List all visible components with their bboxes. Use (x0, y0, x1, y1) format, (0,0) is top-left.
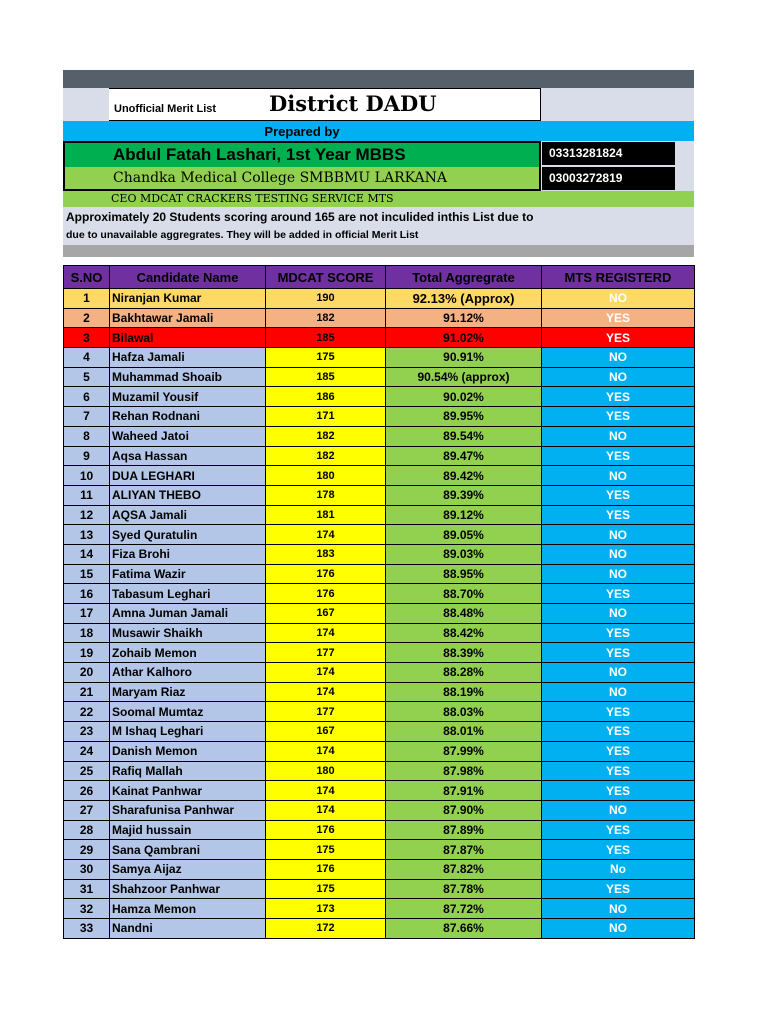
row-aggregate: 87.82% (386, 859, 542, 879)
row-sno: 5 (64, 367, 110, 387)
row-mdcat-score: 176 (266, 820, 386, 840)
row-aggregate: 87.98% (386, 761, 542, 781)
row-sno: 28 (64, 820, 110, 840)
row-sno: 14 (64, 544, 110, 564)
author-name: Abdul Fatah Lashari, 1st Year MBBS (113, 145, 406, 164)
row-sno: 33 (64, 919, 110, 939)
row-candidate-name: Musawir Shaikh (110, 623, 266, 643)
row-sno: 20 (64, 663, 110, 683)
column-header-score: MDCAT SCORE (266, 266, 386, 289)
row-mdcat-score: 175 (266, 879, 386, 899)
table-row (64, 367, 695, 387)
row-mts-registered: YES (542, 741, 695, 761)
row-candidate-name: Hafza Jamali (110, 348, 266, 368)
row-aggregate: 89.03% (386, 544, 542, 564)
table-row (64, 407, 695, 427)
row-candidate-name: Danish Memon (110, 741, 266, 761)
ceo-row (63, 191, 694, 207)
row-mdcat-score: 174 (266, 741, 386, 761)
table-row (64, 899, 695, 919)
row-mdcat-score: 176 (266, 564, 386, 584)
row-sno: 26 (64, 781, 110, 801)
column-header-sno: S.NO (64, 266, 110, 289)
phone-number-2: 03003272819 (542, 167, 675, 190)
phone-number-1: 03313281824 (542, 142, 675, 165)
merit-list-sheet (63, 70, 694, 939)
row-mdcat-score: 174 (266, 623, 386, 643)
row-sno: 27 (64, 800, 110, 820)
row-sno: 8 (64, 426, 110, 446)
row-candidate-name: Hamza Memon (110, 899, 266, 919)
row-sno: 4 (64, 348, 110, 368)
row-aggregate: 88.42% (386, 623, 542, 643)
row-candidate-name: Muhammad Shoaib (110, 367, 266, 387)
merit-table (63, 265, 695, 939)
row-mts-registered: YES (542, 722, 695, 742)
row-mdcat-score: 167 (266, 604, 386, 624)
row-mdcat-score: 176 (266, 584, 386, 604)
row-mdcat-score: 175 (266, 840, 386, 860)
note-line-2: due to unavailable aggregrates. They will be added in official Merit List (66, 229, 419, 241)
row-sno: 30 (64, 859, 110, 879)
table-row (64, 761, 695, 781)
table-row (64, 348, 695, 368)
row-candidate-name: Soomal Mumtaz (110, 702, 266, 722)
row-sno: 18 (64, 623, 110, 643)
table-body (64, 289, 695, 939)
row-mts-registered: NO (542, 663, 695, 683)
table-row (64, 328, 695, 348)
author-box (63, 141, 541, 191)
row-sno: 24 (64, 741, 110, 761)
row-mts-registered: NO (542, 348, 695, 368)
row-aggregate: 87.89% (386, 820, 542, 840)
row-mts-registered: YES (542, 761, 695, 781)
table-row (64, 643, 695, 663)
row-mts-registered: YES (542, 702, 695, 722)
row-aggregate: 92.13% (Approx) (386, 289, 542, 309)
row-sno: 32 (64, 899, 110, 919)
row-candidate-name: ALIYAN THEBO (110, 485, 266, 505)
row-mdcat-score: 175 (266, 348, 386, 368)
row-aggregate: 87.66% (386, 919, 542, 939)
row-mts-registered: YES (542, 505, 695, 525)
title-left-gap (63, 88, 110, 121)
row-aggregate: 89.12% (386, 505, 542, 525)
row-mdcat-score: 174 (266, 682, 386, 702)
row-candidate-name: Tabasum Leghari (110, 584, 266, 604)
row-mts-registered: NO (542, 544, 695, 564)
row-sno: 11 (64, 485, 110, 505)
row-sno: 15 (64, 564, 110, 584)
row-mts-registered: NO (542, 466, 695, 486)
table-row (64, 485, 695, 505)
row-mts-registered: NO (542, 919, 695, 939)
table-row (64, 663, 695, 683)
table-row (64, 623, 695, 643)
row-aggregate: 88.03% (386, 702, 542, 722)
row-aggregate: 87.91% (386, 781, 542, 801)
row-sno: 22 (64, 702, 110, 722)
row-candidate-name: Maryam Riaz (110, 682, 266, 702)
table-row (64, 564, 695, 584)
row-mdcat-score: 171 (266, 407, 386, 427)
row-mts-registered: YES (542, 879, 695, 899)
row-candidate-name: Athar Kalhoro (110, 663, 266, 683)
table-row (64, 820, 695, 840)
row-sno: 13 (64, 525, 110, 545)
separator-bar (63, 245, 694, 257)
row-aggregate: 89.05% (386, 525, 542, 545)
row-sno: 1 (64, 289, 110, 309)
row-mdcat-score: 177 (266, 643, 386, 663)
table-row (64, 387, 695, 407)
row-candidate-name: Kainat Panhwar (110, 781, 266, 801)
table-row (64, 741, 695, 761)
table-row (64, 879, 695, 899)
row-mdcat-score: 167 (266, 722, 386, 742)
row-mts-registered: NO (542, 367, 695, 387)
row-mdcat-score: 172 (266, 919, 386, 939)
row-sno: 31 (64, 879, 110, 899)
row-aggregate: 88.39% (386, 643, 542, 663)
ceo-line: CEO MDCAT CRACKERS TESTING SERVICE MTS (111, 192, 394, 205)
row-candidate-name: Bilawal (110, 328, 266, 348)
row-candidate-name: Rafiq Mallah (110, 761, 266, 781)
table-row (64, 859, 695, 879)
row-mts-registered: YES (542, 328, 695, 348)
row-sno: 29 (64, 840, 110, 860)
row-sno: 25 (64, 761, 110, 781)
row-candidate-name: Waheed Jatoi (110, 426, 266, 446)
table-row (64, 919, 695, 939)
row-sno: 9 (64, 446, 110, 466)
row-mts-registered: NO (542, 682, 695, 702)
row-aggregate: 90.02% (386, 387, 542, 407)
table-row (64, 525, 695, 545)
row-candidate-name: Niranjan Kumar (110, 289, 266, 309)
table-row (64, 505, 695, 525)
table-row (64, 722, 695, 742)
row-aggregate: 90.54% (approx) (386, 367, 542, 387)
row-mts-registered: NO (542, 800, 695, 820)
row-aggregate: 87.90% (386, 800, 542, 820)
row-mts-registered: NO (542, 564, 695, 584)
author-college: Chandka Medical College SMBBMU LARKANA (113, 170, 447, 186)
row-sno: 3 (64, 328, 110, 348)
row-sno: 10 (64, 466, 110, 486)
row-candidate-name: Rehan Rodnani (110, 407, 266, 427)
row-mdcat-score: 186 (266, 387, 386, 407)
separator-space (63, 257, 694, 265)
row-mdcat-score: 182 (266, 446, 386, 466)
row-aggregate: 87.87% (386, 840, 542, 860)
row-aggregate: 88.70% (386, 584, 542, 604)
table-row (64, 840, 695, 860)
row-candidate-name: Samya Aijaz (110, 859, 266, 879)
row-candidate-name: Fatima Wazir (110, 564, 266, 584)
row-aggregate: 88.19% (386, 682, 542, 702)
row-mts-registered: NO (542, 899, 695, 919)
row-mts-registered: YES (542, 584, 695, 604)
top-bar (63, 70, 694, 88)
row-aggregate: 89.95% (386, 407, 542, 427)
row-mdcat-score: 178 (266, 485, 386, 505)
row-candidate-name: Majid hussain (110, 820, 266, 840)
table-row (64, 781, 695, 801)
table-header-row (64, 266, 695, 289)
row-mts-registered: YES (542, 308, 695, 328)
row-sno: 2 (64, 308, 110, 328)
table-row (64, 426, 695, 446)
prepared-by-row (63, 121, 694, 141)
table-row (64, 466, 695, 486)
row-mts-registered: YES (542, 840, 695, 860)
row-mts-registered: YES (542, 820, 695, 840)
row-aggregate: 87.99% (386, 741, 542, 761)
row-candidate-name: Shahzoor Panhwar (110, 879, 266, 899)
row-mts-registered: YES (542, 643, 695, 663)
row-sno: 19 (64, 643, 110, 663)
row-aggregate: 90.91% (386, 348, 542, 368)
prepared-by-label: Prepared by (264, 124, 340, 139)
row-mts-registered: NO (542, 604, 695, 624)
district-title: District DADU (269, 91, 437, 116)
row-sno: 7 (64, 407, 110, 427)
row-candidate-name: Amna Juman Jamali (110, 604, 266, 624)
row-mts-registered: NO (542, 289, 695, 309)
row-mdcat-score: 185 (266, 367, 386, 387)
row-mdcat-score: 182 (266, 308, 386, 328)
row-mts-registered: NO (542, 525, 695, 545)
row-candidate-name: Bakhtawar Jamali (110, 308, 266, 328)
row-mts-registered: YES (542, 781, 695, 801)
row-mdcat-score: 185 (266, 328, 386, 348)
row-sno: 6 (64, 387, 110, 407)
table-row (64, 289, 695, 309)
phone-block (541, 141, 694, 191)
row-mdcat-score: 174 (266, 663, 386, 683)
row-candidate-name: Sana Qambrani (110, 840, 266, 860)
table-row (64, 446, 695, 466)
row-aggregate: 87.78% (386, 879, 542, 899)
row-candidate-name: Aqsa Hassan (110, 446, 266, 466)
row-aggregate: 89.39% (386, 485, 542, 505)
row-mdcat-score: 190 (266, 289, 386, 309)
row-candidate-name: Syed Quratulin (110, 525, 266, 545)
table-row (64, 800, 695, 820)
row-mdcat-score: 181 (266, 505, 386, 525)
row-candidate-name: Fiza Brohi (110, 544, 266, 564)
row-aggregate: 91.02% (386, 328, 542, 348)
row-candidate-name: Nandni (110, 919, 266, 939)
row-aggregate: 88.95% (386, 564, 542, 584)
row-mts-registered: NO (542, 426, 695, 446)
row-aggregate: 89.42% (386, 466, 542, 486)
column-header-name: Candidate Name (110, 266, 266, 289)
row-mts-registered: YES (542, 387, 695, 407)
author-row (63, 141, 694, 191)
row-aggregate: 88.28% (386, 663, 542, 683)
row-mdcat-score: 173 (266, 899, 386, 919)
row-aggregate: 89.47% (386, 446, 542, 466)
row-mdcat-score: 177 (266, 702, 386, 722)
note-line-1: Approximately 20 Students scoring around 165 are not inculided inthis List due to (66, 210, 534, 224)
row-aggregate: 87.72% (386, 899, 542, 919)
row-mdcat-score: 183 (266, 544, 386, 564)
row-mdcat-score: 176 (266, 859, 386, 879)
row-sno: 23 (64, 722, 110, 742)
table-row (64, 702, 695, 722)
row-mdcat-score: 182 (266, 426, 386, 446)
row-mdcat-score: 180 (266, 761, 386, 781)
row-mts-registered: YES (542, 446, 695, 466)
row-candidate-name: M Ishaq Leghari (110, 722, 266, 742)
row-sno: 21 (64, 682, 110, 702)
row-aggregate: 88.01% (386, 722, 542, 742)
table-row (64, 584, 695, 604)
row-candidate-name: DUA LEGHARI (110, 466, 266, 486)
row-candidate-name: Zohaib Memon (110, 643, 266, 663)
row-mts-registered: YES (542, 485, 695, 505)
row-aggregate: 88.48% (386, 604, 542, 624)
row-mdcat-score: 174 (266, 525, 386, 545)
row-mdcat-score: 174 (266, 781, 386, 801)
column-header-aggregate: Total Aggregrate (386, 266, 542, 289)
row-mts-registered: No (542, 859, 695, 879)
row-sno: 16 (64, 584, 110, 604)
row-sno: 12 (64, 505, 110, 525)
note-row (63, 207, 694, 245)
table-row (64, 604, 695, 624)
table-row (64, 308, 695, 328)
unofficial-label: Unofficial Merit List (114, 103, 217, 115)
title-box (109, 88, 541, 121)
row-mdcat-score: 180 (266, 466, 386, 486)
row-candidate-name: Sharafunisa Panhwar (110, 800, 266, 820)
row-sno: 17 (64, 604, 110, 624)
table-row (64, 682, 695, 702)
title-row (63, 88, 694, 121)
row-aggregate: 89.54% (386, 426, 542, 446)
row-mdcat-score: 174 (266, 800, 386, 820)
row-mts-registered: YES (542, 407, 695, 427)
row-candidate-name: AQSA Jamali (110, 505, 266, 525)
table-row (64, 544, 695, 564)
row-mts-registered: YES (542, 623, 695, 643)
column-header-mts: MTS REGISTERD (542, 266, 695, 289)
row-aggregate: 91.12% (386, 308, 542, 328)
row-candidate-name: Muzamil Yousif (110, 387, 266, 407)
